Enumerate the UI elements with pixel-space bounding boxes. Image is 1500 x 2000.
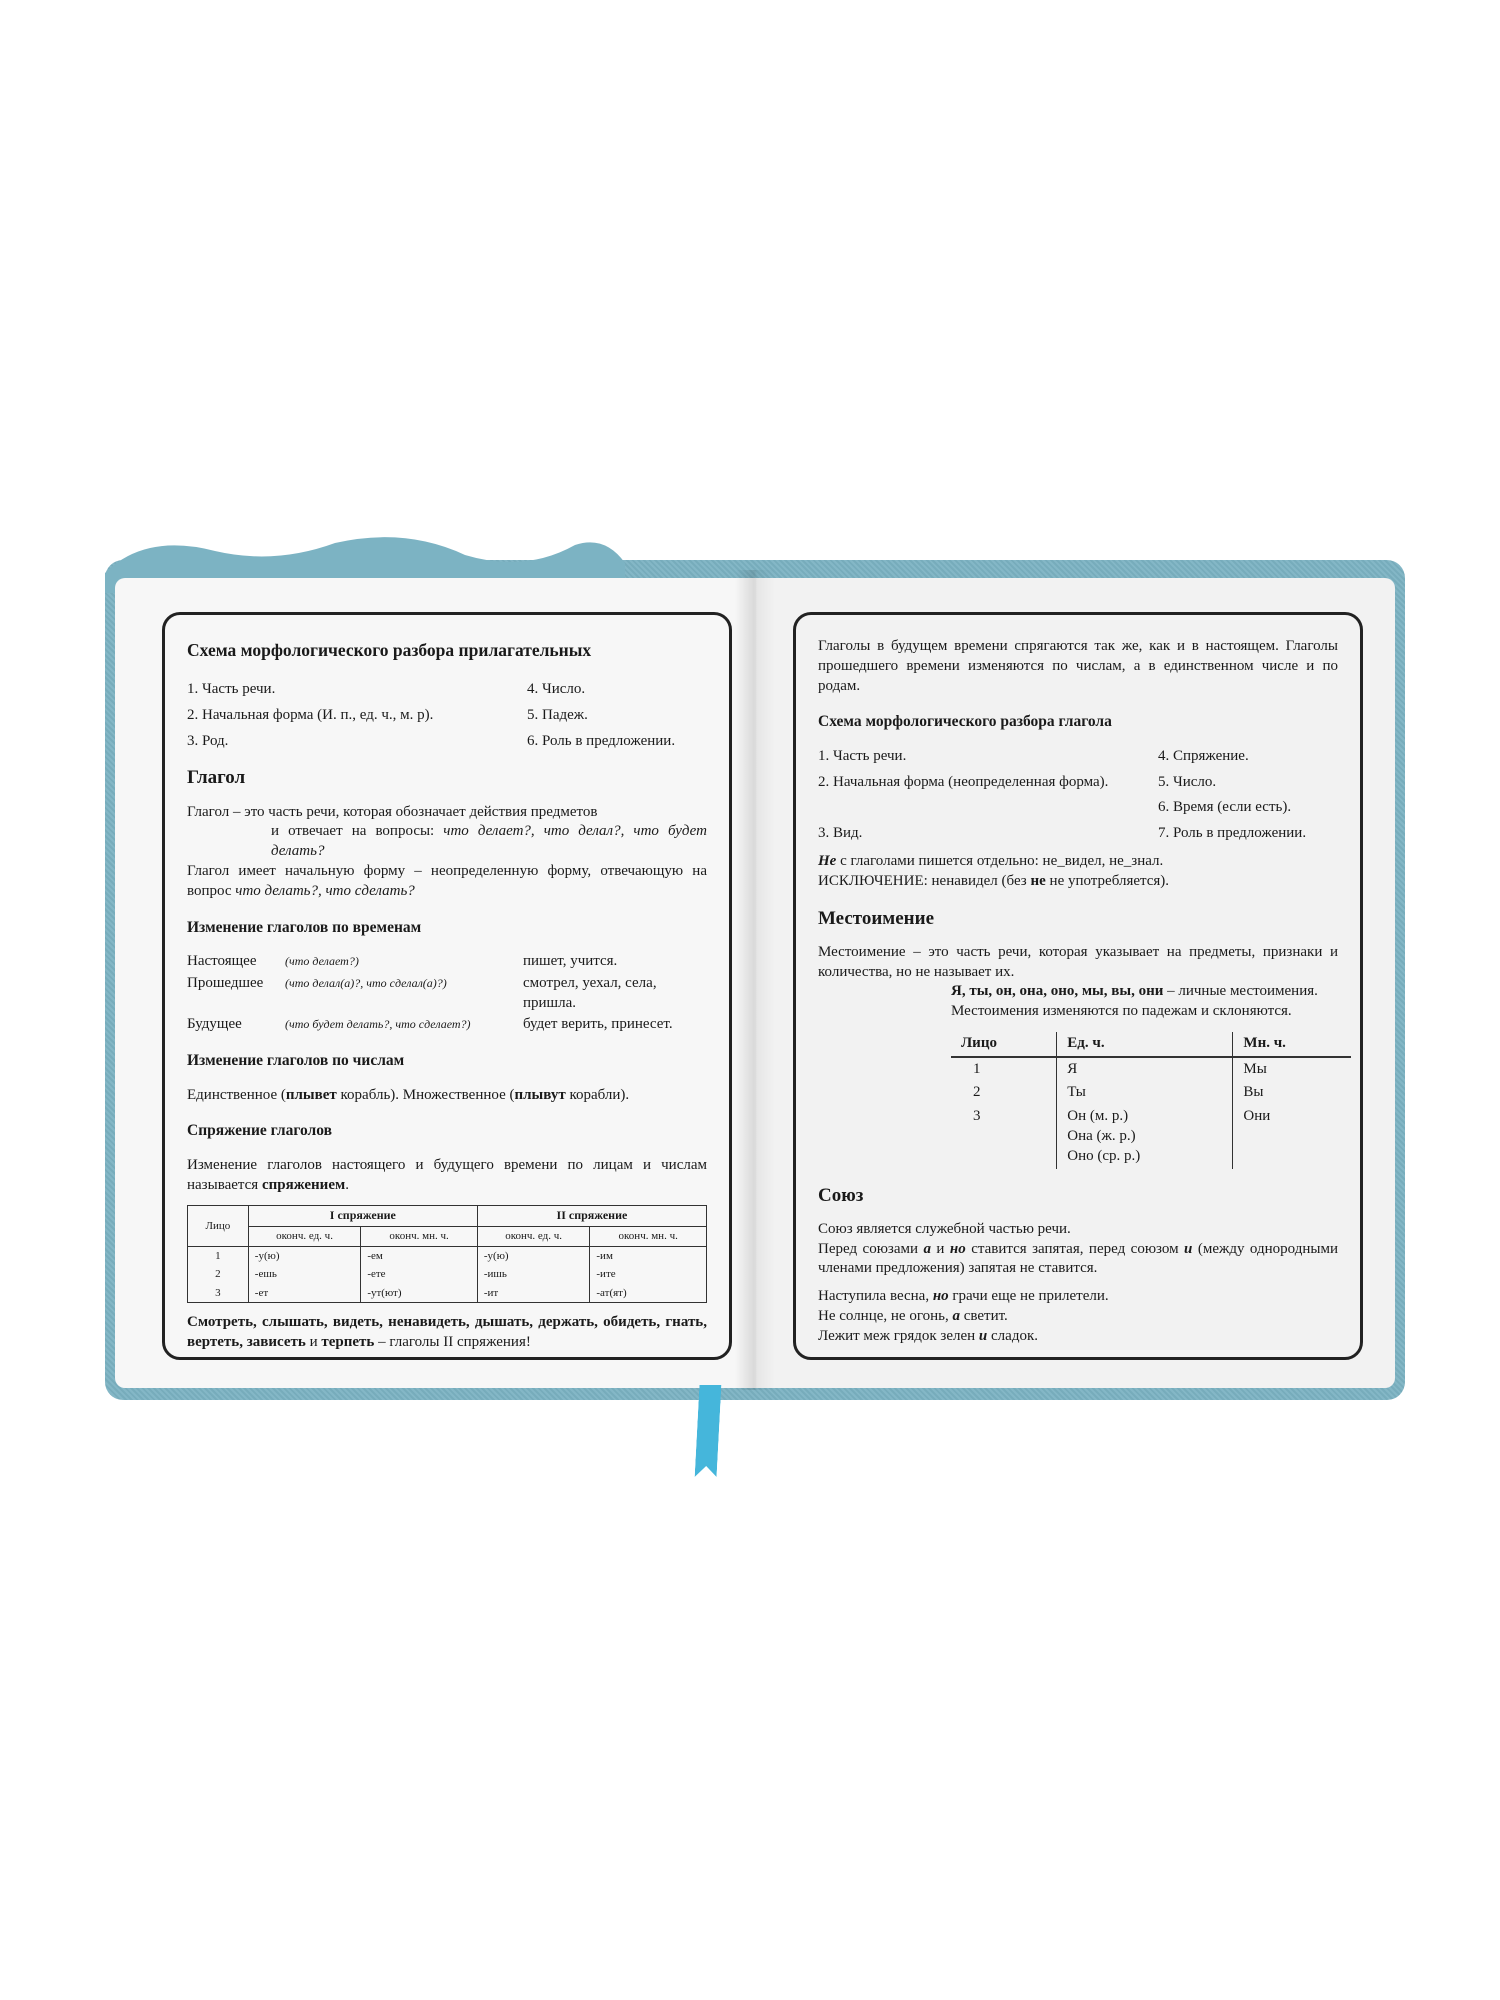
table-header: Ед. ч. [1057, 1032, 1233, 1057]
table-header: оконч. мн. ч. [361, 1227, 478, 1247]
list-item: 1. Часть речи. [818, 747, 907, 764]
list-item [818, 798, 1158, 818]
number-text: Единственное (плывет корабль). Множественное (плывут корабли). [187, 1086, 630, 1103]
tense-title: Изменение глаголов по временам [187, 918, 422, 936]
table-row: 1 Я Мы [951, 1057, 1351, 1082]
list-item: 4. Спряжение. [1158, 747, 1249, 764]
future-tense-text: Глаголы в будущем времени спрягаются так же, как и в настоящем. Глаголы прошедшего времени изменяются по числам, а в единственном числе и по родам. [818, 638, 1338, 694]
verb-questions: и отвечает на вопросы: что делает?, что делал?, что будет делать? [271, 823, 707, 860]
conjugation-title: Спряжение глаголов [187, 1122, 332, 1140]
table-header: Лицо [951, 1032, 1057, 1057]
book-spine [735, 570, 775, 1390]
list-item: 5. Падеж. [527, 706, 588, 723]
list-item: Будущее (что будет делать?, что сделает?) будет верить, принесет. [187, 1016, 673, 1033]
table-row: 1 -у(ю) -ем -у(ю) -им [188, 1246, 707, 1265]
verb-title: Глагол [187, 767, 246, 789]
conjunction-example-1: Наступила весна, но грачи еще не прилетели. [818, 1288, 1109, 1305]
list-item: 6. Роль в предложении. [527, 732, 676, 749]
list-item: 1. Часть речи. [187, 681, 276, 698]
table-row: 3 -ет -ут(ют) -ит -ат(ят) [188, 1284, 707, 1303]
list-item: 6. Время (если есть). [1158, 799, 1292, 816]
table-row: 2 Ты Вы [951, 1081, 1351, 1105]
table-header: Лицо [188, 1206, 249, 1246]
tense-list [187, 952, 707, 1035]
pronoun-table [951, 1032, 1351, 1169]
list-item: 2. Начальная форма (неопределенная форма). [818, 773, 1109, 790]
list-item: 4. Число. [527, 681, 586, 698]
pronoun-change: Местоимения изменяются по падежам и склоняются. [951, 1003, 1292, 1020]
list-item: 3. Род. [187, 732, 229, 749]
verb-infinitive: Глагол имеет начальную форму – неопределенную форму, отвечающую на вопрос что делать?, что сделать? [187, 862, 707, 899]
left-page-frame [162, 612, 732, 1360]
verb-scheme-title: Схема морфологического разбора глагола [818, 713, 1112, 731]
adjective-scheme-title: Схема морфологического разбора прилагательных [187, 640, 592, 660]
pronoun-definition: Местоимение – это часть речи, которая указывает на предметы, признаки и количества, но не называет их. [818, 943, 1338, 980]
table-row: 3 Он (м. р.) Она (ж. р.) Оно (ср. р.) Они [951, 1105, 1351, 1168]
pronoun-list: Я, ты, он, она, оно, мы, вы, они – личные местоимения. [951, 983, 1318, 1000]
table-header: II спряжение [477, 1206, 706, 1227]
table-row: 2 -ешь -ете -ишь -ите [188, 1265, 707, 1284]
pronoun-title: Местоимение [818, 907, 935, 929]
table-header: Мн. ч. [1233, 1032, 1351, 1057]
ne-exception: ИСКЛЮЧЕНИЕ: ненавидел (без не не употребляется). [818, 872, 1170, 889]
conjunction-line-2: Перед союзами а и но ставится запятая, перед союзом и (между однородными членами предложения) запятая не ставится. [818, 1240, 1338, 1277]
number-title: Изменение глаголов по числам [187, 1052, 405, 1070]
table-header: оконч. мн. ч. [590, 1227, 707, 1247]
list-item: 2. Начальная форма (И. п., ед. ч., м. р). [187, 706, 434, 723]
conjugation-text: Изменение глаголов настоящего и будущего времени по лицам и числам называется спряжением. [187, 1156, 707, 1193]
ne-rule: Не с глаголами пишется отдельно: не_видел, не_знал. [818, 853, 1164, 870]
verb-definition: Глагол – это часть речи, которая обозначает действия предметов [187, 803, 598, 820]
conjunction-line-1: Союз является служебной частью речи. [818, 1220, 1071, 1237]
table-header: оконч. ед. ч. [477, 1227, 590, 1247]
table-header: оконч. ед. ч. [248, 1227, 361, 1247]
conjunction-example-3: Лежит меж грядок зелен и сладок. [818, 1327, 1038, 1344]
list-item: 3. Вид. [818, 825, 863, 842]
list-item: Прошедшее (что делал(а)?, что сделал(а)?) смотрел, уехал, села, пришла. [187, 974, 657, 1011]
conjunction-example-2: Не солнце, не огонь, а светит. [818, 1307, 1008, 1324]
list-item: Настоящее (что делает?) пишет, учится. [187, 953, 618, 969]
adjective-scheme-list [187, 680, 707, 751]
list-item: 7. Роль в предложении. [1158, 825, 1307, 842]
table-header: I спряжение [248, 1206, 477, 1227]
conjugation-table [187, 1205, 707, 1303]
list-item: 5. Число. [1158, 773, 1217, 790]
right-page-frame [793, 612, 1363, 1360]
conjugation-exceptions: Смотреть, слышать, видеть, ненавидеть, дышать, держать, обидеть, гнать, вертеть, зависеть и терпеть – глаголы II спряжения! [187, 1314, 707, 1351]
verb-scheme-list [818, 747, 1338, 844]
conjunction-title: Союз [818, 1184, 864, 1206]
